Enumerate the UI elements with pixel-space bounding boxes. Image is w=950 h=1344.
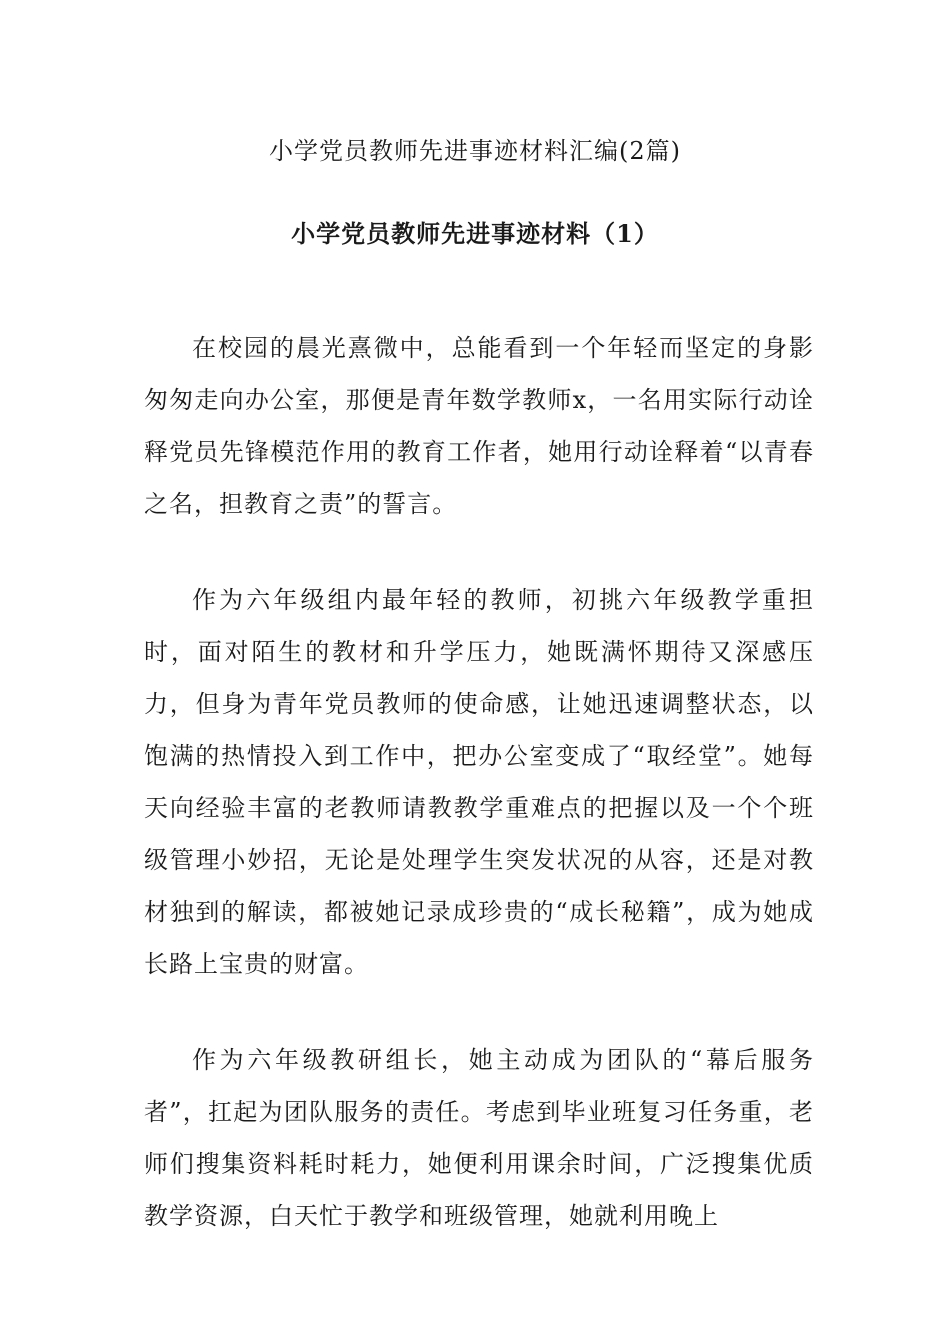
paragraph-3: 作为六年级教研组长，她主动成为团队的“幕后服务者”，扛起为团队服务的责任。考虑到毕业班复习任务重，老师们搜集资料耗时耗力，她便利用课余时间，广泛搜集优质教学资源，白天忙于教学和班级管理，她就利用晚上 [144,1046,814,1230]
paragraph-2: 作为六年级组内最年轻的教师，初挑六年级教学重担时，面对陌生的教材和升学压力，她既满怀期待又深感压力，但身为青年党员教师的使命感，让她迅速调整状态，以饱满的热情投入到工作中，把办公室变成了“取经堂”。她每天向经验丰富的老教师请教教学重难点的把握以及一个个班级管理小妙招，无论是处理学生突发状况的从容，还是对教材独到的解读，都被她记录成珍贵的“成长秘籍”，成为她成长路上宝贵的财富。 [144,586,814,978]
section-heading: 小学党员教师先进事迹材料（1） [291,219,659,248]
paragraph-1: 在校园的晨光熹微中，总能看到一个年轻而坚定的身影匆匆走向办公室，那便是青年数学教师x，一名用实际行动诠释党员先锋模范作用的教育工作者，她用行动诠释着“以青春之名，担教育之责”的誓言。 [144,334,814,518]
document-body [144,322,814,1286]
document-title: 小学党员教师先进事迹材料汇编(2篇) [269,137,681,165]
